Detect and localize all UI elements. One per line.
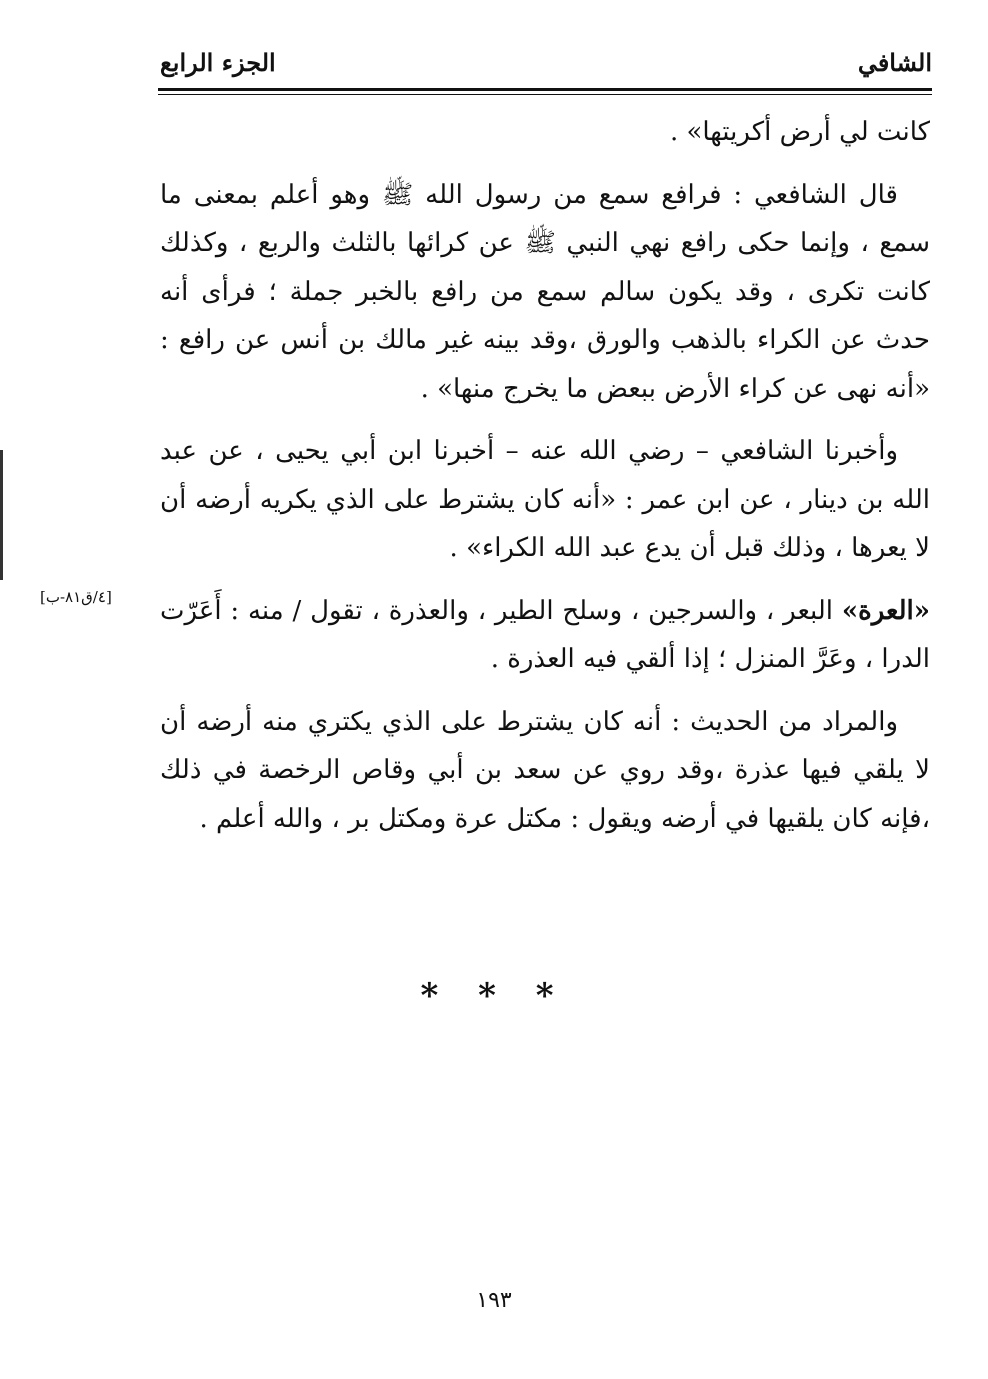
header-rule-thin <box>158 94 932 95</box>
paragraph-1: كانت لي أرض أكريتها» . <box>669 117 930 147</box>
paragraph-4-text: البعر ، والسرجين ، وسلح الطير ، والعذرة ، تقول / منه : أَعَرّت الدرا ، وعَرَّ المنزل ؛ إذا ألقي فيه العذرة . <box>160 595 930 674</box>
section-separator: * * * <box>420 976 568 1016</box>
paragraph-4 <box>160 587 930 684</box>
running-header <box>158 42 932 90</box>
page-number: ١٩٣ <box>476 1288 512 1313</box>
header-rule-thick <box>158 88 932 91</box>
scan-edge <box>0 450 3 580</box>
paragraph-2: قال الشافعي : فرافع سمع من رسول الله ﷺ وهو أعلم بمعنى ما سمع ، وإنما حكى رافع نهي النبي ﷺ عن كرائها بالثلث والربع ، وكذلك كانت تكرى ، وقد يكون سالم سمع من رافع بالخبر جملة ؛ فرأى أنه حدث عن الكراء بالذهب والورق ،وقد بينه غير مالك بن أنس عن رافع : «أنه نهى عن كراء الأرض ببعض ما يخرج منها» . <box>160 179 931 404</box>
main-text <box>160 108 930 857</box>
paragraph-3: وأخبرنا الشافعي – رضي الله عنه – أخبرنا ابن أبي يحيى ، عن عبد الله بن دينار ، عن ابن عمر : «أنه كان يشترط على الذي يكريه أرضه أن لا يعرها ، وذلك قبل أن يدع عبد الله الكراء» . <box>160 436 930 563</box>
paragraph-5: والمراد من الحديث : أنه كان يشترط على الذي يكتري منه أرضه أن لا يلقي فيها عذرة ،وقد روي عن سعد بن أبي وقاص الرخصة في ذلك ،فإنه كان يلقيها في أرضه ويقول : مكتل عرة ومكتل بر ، والله أعلم . <box>160 706 930 834</box>
defined-term: «العرة» <box>841 595 930 626</box>
book-title: الشافي <box>857 48 932 77</box>
volume-label: الجزء الرابع <box>160 48 276 77</box>
margin-note: [٤/ق٨١-ب] <box>40 588 112 606</box>
